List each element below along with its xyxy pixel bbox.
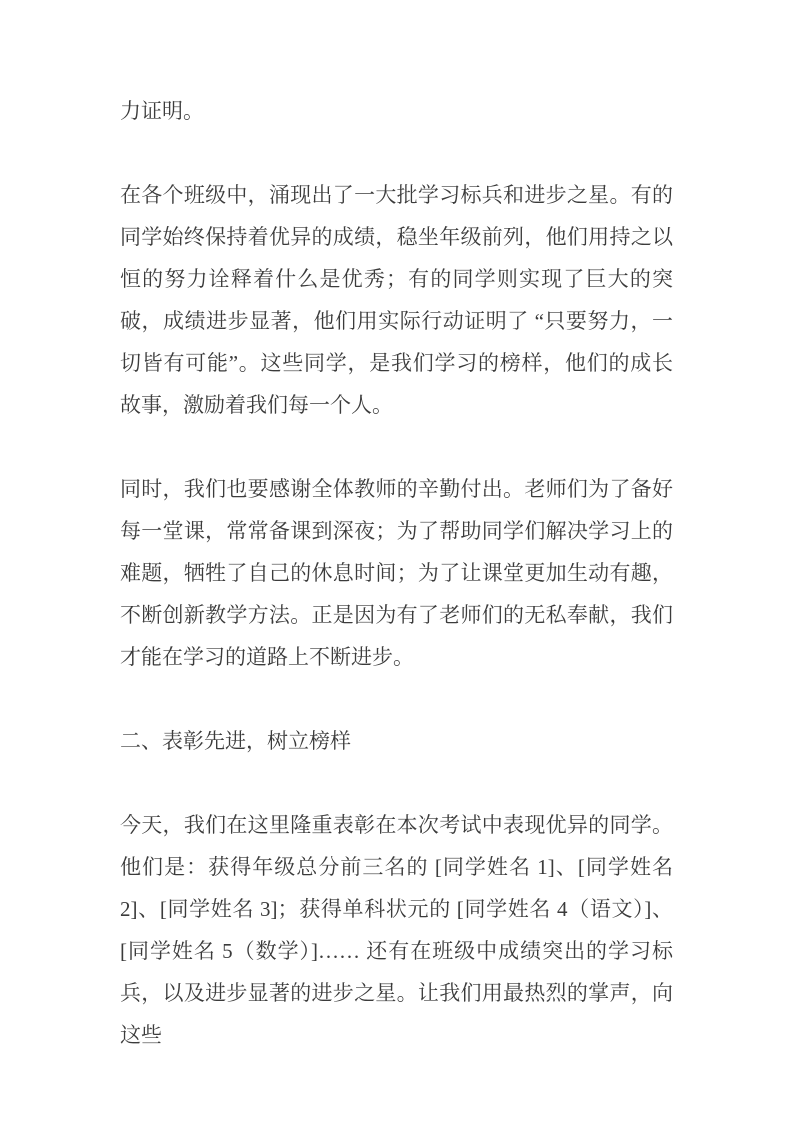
paragraph-class-role-models: 在各个班级中，涌现出了一大批学习标兵和进步之星。有的同学始终保持着优异的成绩，稳坐年级前列，他们用持之以恒的努力诠释着什么是优秀；有的同学则实现了巨大的突破，成绩进步显著，他们用实际行动证明了 “只要努力，一切皆有可能”。这些同学，是我们学习的榜样，他们的成长故事，激励着我们每一个人。 — [120, 183, 673, 417]
paragraph-thank-teachers: 同时，我们也要感谢全体教师的辛勤付出。老师们为了备好每一堂课，常常备课到深夜；为了帮助同学们解决学习上的难题，牺牲了自己的休息时间；为了让课堂更加生动有趣，不断创新教学方法。正是因为有了老师们的无私奉献，我们才能在学习的道路上不断进步。 — [120, 477, 673, 669]
paragraph-continuation: 力证明。 — [120, 99, 204, 123]
document-body — [120, 90, 673, 1056]
section-heading-commend-advanced: 二、表彰先进，树立榜样 — [120, 729, 351, 753]
paragraph-commendation-list: 今天，我们在这里隆重表彰在本次考试中表现优异的同学。他们是：获得年级总分前三名的 [同学姓名 1]、[同学姓名 2]、[同学姓名 3]；获得单科状元的 [同学姓名 4（语文）]、[同学姓名 5（数学）]…… 还有在班级中成绩突出的学习标兵，以及进步显著的进步之星。让我们用最热烈的掌声，向这些 — [120, 813, 673, 1047]
